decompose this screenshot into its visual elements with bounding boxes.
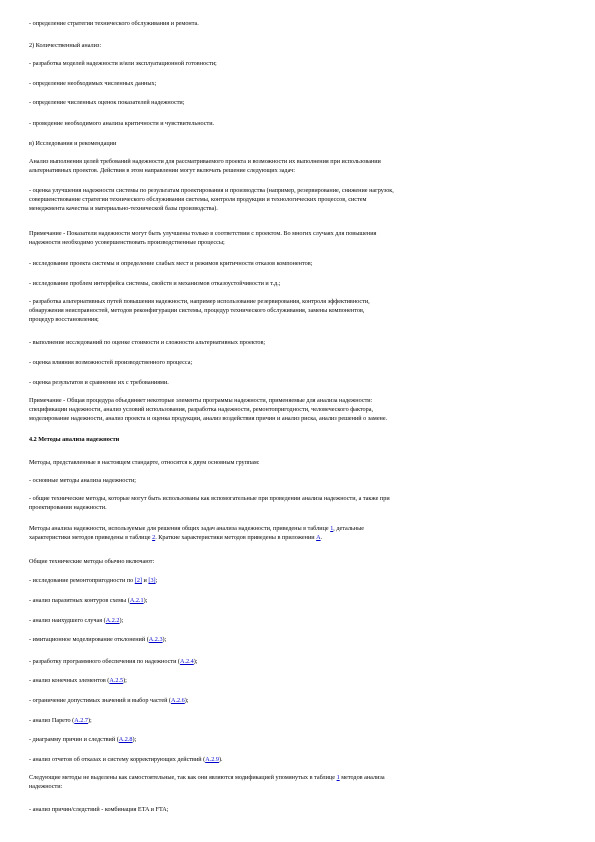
text-fragment: .	[320, 534, 323, 542]
text-fragment: );	[123, 677, 127, 684]
text-line	[29, 533, 569, 542]
text-fragment: );	[119, 617, 124, 624]
text-fragment: );	[87, 717, 92, 724]
note-production-processes	[29, 229, 569, 247]
link-a-2-5[interactable]: А.2.5	[109, 677, 124, 684]
paragraph-methods-tables	[29, 524, 569, 542]
text-fragment: );	[184, 697, 189, 704]
text-line: спецификации надежности, анализ условий использования, разработка надежности, ремонтопригодности, человеческого фактора,	[29, 406, 373, 414]
text-fragment: ;	[155, 577, 158, 584]
text-line: - оценка улучшения надежности системы по результатам проектирования и производства (например, резервирование, снижение нагрузок,	[29, 187, 394, 194]
text-line: надежности необходимо усовершенствовать производственные процессы;	[29, 239, 225, 247]
text-fragment: - анализ наихудшего случая (	[29, 617, 106, 624]
list-item-simulation	[29, 635, 569, 644]
text-fragment: методов анализа	[339, 774, 385, 781]
text-line: - разработка альтернативных путей повышения надежности, например использование резервирования, контроля эффективности,	[29, 298, 370, 305]
text-fragment: - исследование ремонтопригодности по	[29, 577, 135, 584]
text-fragment: - разработку программного обеспечения по надежности (	[29, 658, 180, 665]
text-line: Примечание - Общая процедура объединяет некоторые элементы программы надежности, применяемые для анализа надежности:	[29, 397, 373, 404]
text-fragment: );	[162, 636, 167, 643]
list-item-cause-consequence: - анализ причин/следствий - комбинация ETA и FTA;	[29, 806, 169, 813]
paragraph-maintenance-strategy: - определение стратегии технического обслуживания и ремонта.	[29, 20, 199, 27]
text-fragment: - ограничение допустимых значений и выбор частей (	[29, 697, 171, 704]
section-heading: 4.2 Методы анализа надежности	[29, 436, 120, 443]
list-item-results-comparison: - оценка результатов и сравнение их с требованиями.	[29, 379, 169, 386]
link-a-2-2[interactable]: А.2.2	[105, 617, 120, 624]
text-fragment: . Краткие характеристики методов приведены в приложении	[155, 534, 317, 542]
link-table-2[interactable]: 2	[152, 534, 156, 542]
link-appendix-a[interactable]: А	[316, 534, 321, 542]
list-item-derating	[29, 696, 569, 705]
link-a-2-1[interactable]: А.2.1	[129, 597, 144, 604]
text-fragment: Следующие методы не выделены как самостоятельные, так как они являются модификацией упомянутых в таблице	[29, 774, 337, 781]
text-line: - общие технические методы, которые могут быть использованы как вспомогательные при проведении анализа надежности, а также при	[29, 495, 390, 502]
list-item-maintainability	[29, 576, 569, 585]
text-line: Примечание - Показатели надежности могут быть улучшены только в соответствии с проектом. Во многих случаях для повышения	[29, 230, 377, 237]
note-general-procedure	[29, 396, 569, 423]
list-item-weak-points: - исследование проекта системы и определение слабых мест и режимов критичности отказов компонентов;	[29, 260, 313, 267]
text-line: моделирование надежности, анализ проекта и оценка продукции, анализ воздействия причин и анализ риска, анализ решений о замене.	[29, 415, 388, 423]
list-item-cause-effect	[29, 735, 569, 744]
text-fragment: , детальные	[333, 525, 364, 532]
paragraph-analysis-goals	[29, 157, 569, 175]
text-fragment: - анализ конечных элементов (	[29, 677, 110, 684]
text-line: альтернативных проектов. Действия в этом направлении могут включать решение следующих задач:	[29, 167, 295, 175]
list-item-worst-case	[29, 616, 569, 625]
list-item-numeric-estimates: - определение численных оценок показателей надежности;	[29, 99, 185, 106]
text-line	[29, 524, 569, 533]
link-ref-3[interactable]: [3]	[148, 577, 156, 584]
text-line: процедур восстановления;	[29, 316, 99, 324]
list-item-criticality-analysis: - проведение необходимого анализа критичности и чувствительности.	[29, 120, 215, 127]
link-ref-2[interactable]: [2]	[134, 577, 142, 584]
link-a-2-4[interactable]: А.2.4	[179, 658, 194, 665]
text-fragment: характеристики методов приведены в таблице	[29, 534, 153, 542]
text-fragment: );	[132, 736, 137, 743]
text-line: менеджмента качества и материально-технической базы производства).	[29, 205, 218, 213]
text-fragment: ).	[218, 756, 223, 763]
text-fragment: и	[142, 577, 149, 584]
list-item-basic-methods: - основные методы анализа надежности;	[29, 477, 137, 484]
paragraph-general-methods-include: Общие технические методы обычно включают:	[29, 558, 155, 565]
list-item-fracas	[29, 755, 569, 764]
text-fragment: - диаграмму причин и следствий (	[29, 736, 119, 743]
text-line: обнаружения неисправностей, методов реконфигурации системы, процедур технического обслуживания, замены компонентов,	[29, 307, 365, 315]
text-fragment: Методы анализа надежности, используемые для решения общих задач анализа надежности, приведены в таблице	[29, 525, 331, 532]
paragraph-modified-methods	[29, 773, 569, 791]
list-item-finite-elements	[29, 676, 569, 685]
text-fragment: - имитационное моделирование отклонений (	[29, 636, 149, 643]
list-item-cost-studies: - выполнение исследований по оценке стоимости и сложности альтернативных проектов;	[29, 339, 266, 346]
list-item-software-reliability	[29, 657, 569, 666]
text-line: Анализ выполнения целей требований надежности для рассматриваемого проекта и возможности их выполнения при использовании	[29, 158, 381, 165]
list-item-reliability-improvement	[29, 186, 569, 213]
text-line: совершенствование стратегии технического обслуживания системы, контроля продукции и технологических процессов, систем	[29, 196, 367, 204]
text-fragment: - анализ паразитных контуров схемы (	[29, 597, 130, 604]
paragraph-research-recommendations: в) Исследования и рекомендации	[29, 140, 117, 147]
link-a-2-9[interactable]: А.2.9	[205, 756, 219, 763]
list-item-sneak-circuit	[29, 596, 569, 605]
list-item-general-methods	[29, 494, 569, 512]
link-a-2-8[interactable]: А.2.8	[118, 736, 133, 743]
list-item-interface-problems: - исследование проблем интерфейса системы, свойств и механизмов отказоустойчивости и т.д.;	[29, 280, 281, 287]
list-item-numeric-data: - определение необходимых численных данных;	[29, 80, 157, 87]
list-item-alternative-paths	[29, 297, 569, 324]
link-a-2-3[interactable]: А.2.3	[148, 636, 163, 643]
list-item-production-influence: - оценка влияния возможностей производственного процесса;	[29, 359, 193, 366]
link-table-1[interactable]: 1	[330, 525, 334, 532]
text-fragment: );	[143, 597, 148, 604]
text-line: проектировании надежности.	[29, 504, 107, 512]
link-table-1-second[interactable]: 1	[336, 774, 340, 781]
paragraph-quantitative-analysis: 2) Количественный анализ:	[29, 42, 102, 49]
text-fragment: - анализ Парето (	[29, 717, 75, 724]
list-item-pareto	[29, 716, 569, 725]
link-a-2-6[interactable]: А.2.6	[170, 697, 185, 704]
link-a-2-7[interactable]: А.2.7	[74, 717, 88, 724]
text-line	[29, 773, 569, 782]
text-fragment: );	[193, 658, 198, 665]
paragraph-method-groups: Методы, представленные в настоящем стандарте, относятся к двум основным группам:	[29, 459, 260, 466]
list-item-reliability-models: - разработка моделей надежности и/или эксплуатационной готовности;	[29, 60, 217, 67]
text-fragment: - анализ отчетов об отказах и систему корректирующих действий (	[29, 756, 206, 763]
text-line: надежности:	[29, 783, 63, 791]
